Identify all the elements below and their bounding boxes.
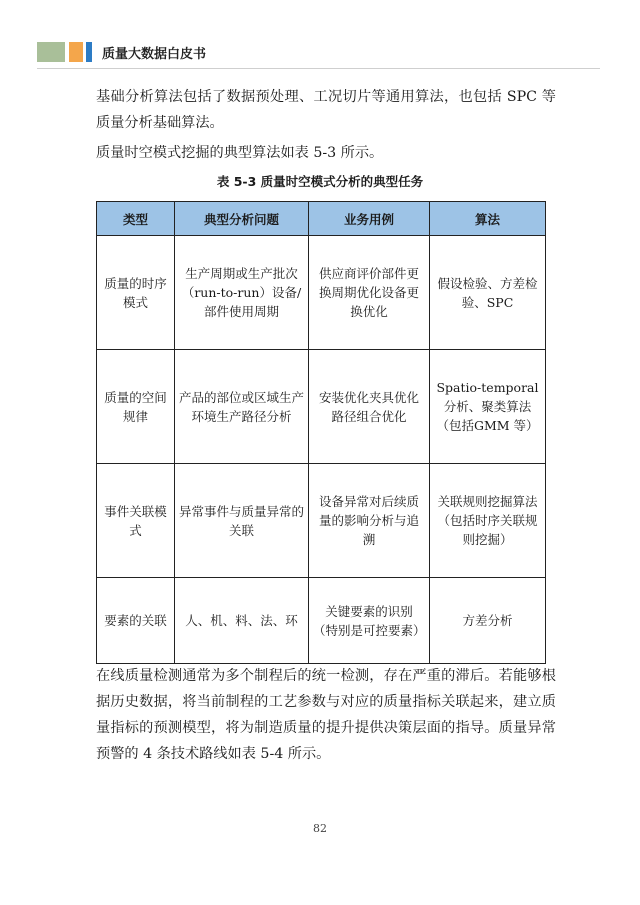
table-row: [97, 578, 546, 664]
cell-algorithm: Spatio-temporal分析、聚类算法（包括GMM 等）: [430, 350, 546, 464]
cell-type: 质量的时序模式: [97, 236, 175, 350]
header-divider: [37, 68, 600, 69]
table-caption: 表 5-3 质量时空模式分析的典型任务: [216, 174, 424, 189]
cell-type: 质量的空间规律: [97, 350, 175, 464]
header-algorithm: 算法: [430, 202, 546, 236]
header-business-case: 业务用例: [309, 202, 430, 236]
table-row: [97, 464, 546, 578]
cell-problem: 产品的部位或区域生产环境生产路径分析: [175, 350, 309, 464]
table-row: [97, 236, 546, 350]
cell-type: 事件关联模式: [97, 464, 175, 578]
header-analysis-problem: 典型分析问题: [175, 202, 309, 236]
cell-problem: 生产周期或生产批次（run-to-run）设备/部件使用周期: [175, 236, 309, 350]
header-title: 质量大数据白皮书: [102, 46, 207, 62]
cell-type: 要素的关联: [97, 578, 175, 664]
cell-algorithm: 假设检验、方差检验、SPC: [430, 236, 546, 350]
cell-case: 供应商评价部件更换周期优化设备更换优化: [309, 236, 430, 350]
page-number: 82: [313, 822, 327, 835]
table-header-row: [97, 202, 546, 236]
cell-algorithm: 方差分析: [430, 578, 546, 664]
cell-problem: 异常事件与质量异常的关联: [175, 464, 309, 578]
header-blue-block: [86, 42, 92, 62]
header-green-block: [37, 42, 65, 62]
cell-problem: 人、机、料、法、环: [175, 578, 309, 664]
paragraph-table-intro: 质量时空模式挖掘的典型算法如表 5-3 所示。: [96, 145, 384, 161]
page-header: [37, 42, 206, 62]
cell-algorithm: 关联规则挖掘算法（包括时序关联规则挖掘）: [430, 464, 546, 578]
header-orange-block: [69, 42, 83, 62]
header-type: 类型: [97, 202, 175, 236]
cell-case: 安装优化夹具优化路径组合优化: [309, 350, 430, 464]
table-row: [97, 350, 546, 464]
cell-case: 设备异常对后续质量的影响分析与追溯: [309, 464, 430, 578]
paragraph-quality-alerting: 在线质量检测通常为多个制程后的统一检测，存在严重的滞后。若能够根据历史数据，将当前制程的工艺参数与对应的质量指标关联起来，建立质量指标的预测模型，将为制造质量的提升提供决策层面的指导。质量异常预警的 4 条技术路线如表 5-4 所示。: [96, 668, 556, 762]
spatiotemporal-task-table: [96, 201, 546, 664]
paragraph-basic-algorithms: 基础分析算法包括了数据预处理、工况切片等通用算法，也包括 SPC 等质量分析基础算法。: [96, 89, 556, 131]
cell-case: 关键要素的识别（特别是可控要素）: [309, 578, 430, 664]
